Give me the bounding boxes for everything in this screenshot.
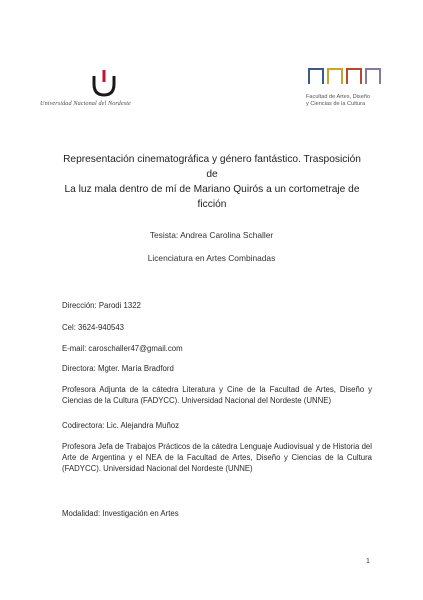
university-logo (40, 70, 170, 110)
modality-field: Modalidad: Investigación en Artes (62, 509, 179, 518)
faculty-logo (306, 68, 396, 114)
author-line: Tesista: Andrea Carolina Schaller (149, 230, 274, 240)
director-position: Profesora Adjunta de la cátedra Literatura y Cine de la Facultad de Artes, Diseño y Ciencias de la Cultura (FADYCC). Universidad Nacional del Nordeste (UNNE) (62, 385, 372, 405)
codirector-position: Profesora Jefa de Trabajos Prácticos de la cátedra Lenguaje Audiovisual y de Historia del Arte de Argentina y el NEA de la Facultad de Artes, Diseño y Ciencias de la Cultura (FADYCC). Universidad Nacional del Nordeste (UNNE) (62, 442, 372, 473)
university-name: Universidad Nacional del Nordeste (40, 100, 131, 107)
director-field: Directora: Mgter. María Bradford (62, 364, 174, 373)
phone-field: Cel: 3624-940543 (62, 323, 124, 332)
faculty-emblem-icon (308, 68, 381, 84)
faculty-name: Facultad de Artes, Diseño y Ciencias de la Cultura (306, 94, 371, 107)
codirector-field: Codirectora: Lic. Alejandra Muñoz (62, 421, 180, 430)
address-field: Dirección: Parodi 1322 (62, 301, 141, 310)
university-emblem-icon (89, 70, 119, 98)
email-field: E-mail: caroschaller47@gmail.com (62, 344, 183, 353)
document-title: Representación cinematográfica y género fantástico. Trasposición de La luz mala dentro de mí de Mariano Quirós a un cortometraje de ficción (63, 154, 361, 210)
page-number: 1 (366, 558, 370, 565)
degree-line: Licenciatura en Artes Combinadas (147, 253, 276, 263)
